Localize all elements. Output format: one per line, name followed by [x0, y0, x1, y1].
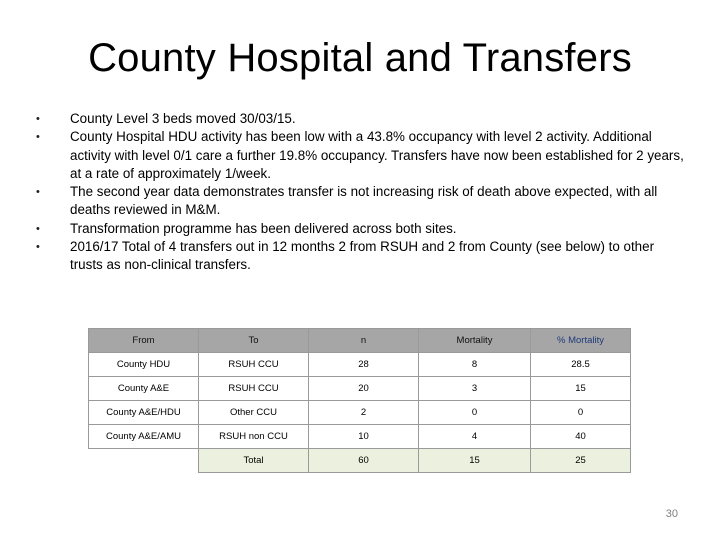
- cell-pct-mortality: 0: [531, 401, 631, 425]
- column-header-mortality: Mortality: [419, 329, 531, 353]
- cell-mortality: 8: [419, 353, 531, 377]
- cell-from: County A&E/HDU: [89, 401, 199, 425]
- column-header-pct-mortality: % Mortality: [531, 329, 631, 353]
- column-header-n: n: [309, 329, 419, 353]
- cell-from: County A&E/AMU: [89, 425, 199, 449]
- bullet-item: • 2016/17 Total of 4 transfers out in 12 months 2 from RSUH and 2 from County (see below) to other trusts as non-clinical transfers.: [36, 238, 686, 275]
- cell-from: County A&E: [89, 377, 199, 401]
- cell-to: RSUH CCU: [199, 353, 309, 377]
- column-header-from: From: [89, 329, 199, 353]
- table-row: [89, 401, 631, 425]
- cell-mortality: 4: [419, 425, 531, 449]
- column-header-to: To: [199, 329, 309, 353]
- total-n: 60: [309, 449, 419, 473]
- cell-mortality: 0: [419, 401, 531, 425]
- transfers-table: [88, 328, 631, 473]
- bullet-item: • County Level 3 beds moved 30/03/15.: [36, 110, 686, 128]
- table-total-row: [89, 449, 631, 473]
- cell-from: County HDU: [89, 353, 199, 377]
- table-header-row: [89, 329, 631, 353]
- table-row: [89, 353, 631, 377]
- empty-cell: [89, 449, 199, 473]
- page-number: 30: [665, 508, 678, 520]
- bullet-item: • County Hospital HDU activity has been low with a 43.8% occupancy with level 2 activity. Additional activity with level 0/1 care a further 19.8% occupancy. Transfers have now been established for 2 years, at a rate of approximately 1/week.: [36, 128, 686, 183]
- cell-mortality: 3: [419, 377, 531, 401]
- cell-n: 28: [309, 353, 419, 377]
- cell-to: RSUH CCU: [199, 377, 309, 401]
- bullet-list: [36, 110, 686, 275]
- cell-to: RSUH non CCU: [199, 425, 309, 449]
- cell-pct-mortality: 15: [531, 377, 631, 401]
- cell-n: 10: [309, 425, 419, 449]
- total-label: Total: [199, 449, 309, 473]
- cell-pct-mortality: 28.5: [531, 353, 631, 377]
- slide-title: County Hospital and Transfers: [88, 36, 632, 80]
- cell-n: 20: [309, 377, 419, 401]
- total-pct-mortality: 25: [531, 449, 631, 473]
- cell-n: 2: [309, 401, 419, 425]
- bullet-item: • Transformation programme has been delivered across both sites.: [36, 220, 686, 238]
- cell-to: Other CCU: [199, 401, 309, 425]
- bullet-item: • The second year data demonstrates transfer is not increasing risk of death above expected, with all deaths reviewed in M&M.: [36, 183, 686, 220]
- table-row: [89, 377, 631, 401]
- table-row: [89, 425, 631, 449]
- cell-pct-mortality: 40: [531, 425, 631, 449]
- total-mortality: 15: [419, 449, 531, 473]
